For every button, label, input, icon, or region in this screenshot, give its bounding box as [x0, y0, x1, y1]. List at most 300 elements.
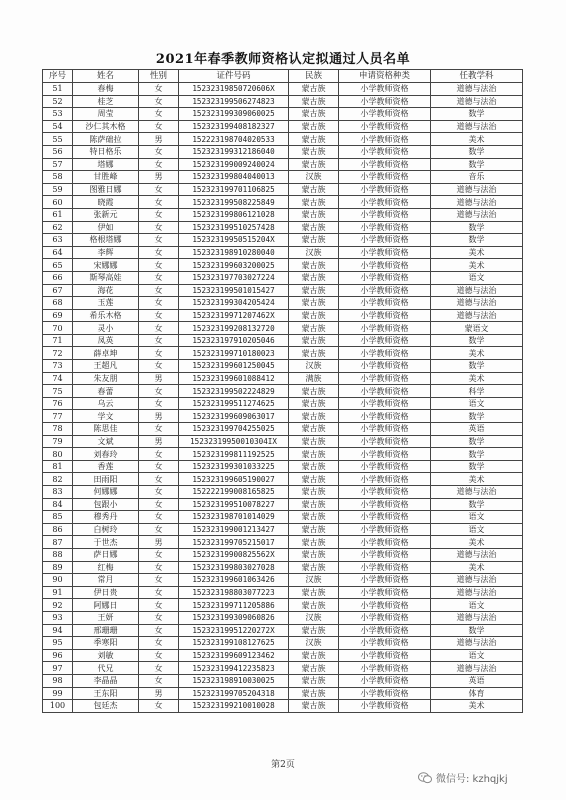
- cell-name: 灵小: [73, 322, 139, 335]
- header-subject: 任教学科: [431, 70, 523, 83]
- cell-gender: 女: [139, 120, 179, 133]
- table-row: [43, 561, 523, 574]
- cell-ethnicity: 蒙古族: [289, 700, 339, 713]
- header-id-number: 证件号码: [179, 70, 289, 83]
- cell-index: 65: [43, 259, 73, 272]
- table-row: [43, 486, 523, 499]
- cell-ethnicity: 蒙古族: [289, 145, 339, 158]
- cell-qualification: 小学教师资格: [339, 158, 431, 171]
- cell-name: 季寒阳: [73, 637, 139, 650]
- table-row: [43, 360, 523, 373]
- cell-gender: 男: [139, 435, 179, 448]
- cell-subject: 数学: [431, 108, 523, 121]
- page-number: 第2页: [271, 760, 295, 770]
- cell-qualification: 小学教师资格: [339, 385, 431, 398]
- cell-subject: 语文: [431, 397, 523, 410]
- cell-name: 香莲: [73, 460, 139, 473]
- cell-id-number: 152323199705215017: [179, 536, 289, 549]
- cell-gender: 女: [139, 586, 179, 599]
- cell-qualification: 小学教师资格: [339, 700, 431, 713]
- cell-gender: 男: [139, 536, 179, 549]
- cell-subject: 数学: [431, 448, 523, 461]
- cell-id-number: 152323197703027224: [179, 271, 289, 284]
- cell-index: 67: [43, 284, 73, 297]
- cell-name: 红梅: [73, 561, 139, 574]
- cell-subject: 蒙语文: [431, 322, 523, 335]
- cell-qualification: 小学教师资格: [339, 460, 431, 473]
- cell-ethnicity: 蒙古族: [289, 322, 339, 335]
- cell-subject: 美术: [431, 473, 523, 486]
- cell-ethnicity: 蒙古族: [289, 259, 339, 272]
- table-row: [43, 95, 523, 108]
- cell-gender: 女: [139, 611, 179, 624]
- cell-ethnicity: 蒙古族: [289, 473, 339, 486]
- cell-gender: 女: [139, 423, 179, 436]
- cell-gender: 女: [139, 662, 179, 675]
- cell-id-number: 15232319951220272X: [179, 624, 289, 637]
- table-row: [43, 158, 523, 171]
- cell-gender: 女: [139, 574, 179, 587]
- cell-qualification: 小学教师资格: [339, 687, 431, 700]
- cell-id-number: 152323197910205046: [179, 334, 289, 347]
- cell-name: 甘胜峰: [73, 171, 139, 184]
- cell-index: 66: [43, 271, 73, 284]
- cell-index: 87: [43, 536, 73, 549]
- cell-name: 于世杰: [73, 536, 139, 549]
- cell-id-number: 152323198803077223: [179, 586, 289, 599]
- cell-name: 包跟小: [73, 498, 139, 511]
- table-row: [43, 649, 523, 662]
- table-row: [43, 624, 523, 637]
- cell-gender: 女: [139, 360, 179, 373]
- table-row: [43, 221, 523, 234]
- cell-qualification: 小学教师资格: [339, 334, 431, 347]
- cell-qualification: 小学教师资格: [339, 183, 431, 196]
- cell-id-number: 15232319850720606X: [179, 83, 289, 96]
- cell-index: 98: [43, 674, 73, 687]
- cell-name: 海花: [73, 284, 139, 297]
- table-row: [43, 133, 523, 146]
- cell-index: 80: [43, 448, 73, 461]
- cell-id-number: 152323199009240024: [179, 158, 289, 171]
- cell-name: 陈萨础拉: [73, 133, 139, 146]
- cell-qualification: 小学教师资格: [339, 360, 431, 373]
- cell-ethnicity: 蒙古族: [289, 95, 339, 108]
- cell-id-number: 152323199804040013: [179, 171, 289, 184]
- cell-ethnicity: 蒙古族: [289, 271, 339, 284]
- cell-id-number: 152223198704020533: [179, 133, 289, 146]
- cell-ethnicity: 蒙古族: [289, 511, 339, 524]
- cell-id-number: 15232319971207462X: [179, 309, 289, 322]
- cell-index: 76: [43, 397, 73, 410]
- cell-ethnicity: 蒙古族: [289, 234, 339, 247]
- cell-name: 希乐木格: [73, 309, 139, 322]
- cell-name: 特日格乐: [73, 145, 139, 158]
- cell-gender: 男: [139, 133, 179, 146]
- cell-id-number: 152323199601088412: [179, 372, 289, 385]
- cell-gender: 女: [139, 271, 179, 284]
- cell-ethnicity: 蒙古族: [289, 196, 339, 209]
- cell-index: 95: [43, 637, 73, 650]
- table-row: [43, 145, 523, 158]
- cell-name: 桂芝: [73, 95, 139, 108]
- cell-id-number: 152323199711205886: [179, 599, 289, 612]
- cell-id-number: 152323199208132720: [179, 322, 289, 335]
- wechat-icon: [418, 772, 432, 784]
- table-row: [43, 322, 523, 335]
- cell-id-number: 152323199506274823: [179, 95, 289, 108]
- cell-ethnicity: 蒙古族: [289, 385, 339, 398]
- table-row: [43, 637, 523, 650]
- cell-gender: 女: [139, 498, 179, 511]
- cell-name: 文斌: [73, 435, 139, 448]
- cell-id-number: 152323199502224829: [179, 385, 289, 398]
- cell-qualification: 小学教师资格: [339, 108, 431, 121]
- cell-subject: 美术: [431, 372, 523, 385]
- table-row: [43, 385, 523, 398]
- cell-subject: 道德与法治: [431, 196, 523, 209]
- cell-subject: 美术: [431, 133, 523, 146]
- cell-subject: 道德与法治: [431, 208, 523, 221]
- cell-subject: 道德与法治: [431, 611, 523, 624]
- cell-qualification: 小学教师资格: [339, 410, 431, 423]
- cell-index: 93: [43, 611, 73, 624]
- cell-subject: 科学: [431, 385, 523, 398]
- cell-gender: 女: [139, 183, 179, 196]
- cell-qualification: 小学教师资格: [339, 347, 431, 360]
- table-row: [43, 700, 523, 713]
- cell-name: 春蕾: [73, 385, 139, 398]
- cell-index: 78: [43, 423, 73, 436]
- cell-name: 凤英: [73, 334, 139, 347]
- cell-id-number: 152323198910030025: [179, 674, 289, 687]
- cell-name: 包廷杰: [73, 700, 139, 713]
- cell-subject: 数学: [431, 360, 523, 373]
- cell-gender: 男: [139, 171, 179, 184]
- cell-gender: 女: [139, 561, 179, 574]
- cell-qualification: 小学教师资格: [339, 498, 431, 511]
- cell-subject: 语文: [431, 511, 523, 524]
- cell-gender: 女: [139, 486, 179, 499]
- cell-qualification: 小学教师资格: [339, 423, 431, 436]
- cell-name: 伊如: [73, 221, 139, 234]
- cell-index: 91: [43, 586, 73, 599]
- cell-index: 84: [43, 498, 73, 511]
- cell-index: 72: [43, 347, 73, 360]
- cell-qualification: 小学教师资格: [339, 511, 431, 524]
- cell-subject: 道德与法治: [431, 284, 523, 297]
- table-row: [43, 473, 523, 486]
- cell-gender: 女: [139, 108, 179, 121]
- table-row: [43, 448, 523, 461]
- cell-id-number: 152323199210010028: [179, 700, 289, 713]
- cell-qualification: 小学教师资格: [339, 145, 431, 158]
- cell-gender: 女: [139, 158, 179, 171]
- cell-id-number: 15232319900825562X: [179, 548, 289, 561]
- cell-name: 晓霞: [73, 196, 139, 209]
- cell-qualification: 小学教师资格: [339, 120, 431, 133]
- cell-index: 89: [43, 561, 73, 574]
- cell-index: 99: [43, 687, 73, 700]
- cell-qualification: 小学教师资格: [339, 397, 431, 410]
- cell-index: 73: [43, 360, 73, 373]
- cell-index: 60: [43, 196, 73, 209]
- cell-id-number: 152323199001213427: [179, 523, 289, 536]
- cell-index: 64: [43, 246, 73, 259]
- cell-subject: 英语: [431, 423, 523, 436]
- cell-qualification: 小学教师资格: [339, 611, 431, 624]
- cell-ethnicity: 蒙古族: [289, 599, 339, 612]
- cell-name: 常月: [73, 574, 139, 587]
- cell-subject: 音乐: [431, 171, 523, 184]
- cell-ethnicity: 蒙古族: [289, 498, 339, 511]
- table-row: [43, 423, 523, 436]
- cell-qualification: 小学教师资格: [339, 637, 431, 650]
- cell-qualification: 小学教师资格: [339, 297, 431, 310]
- cell-id-number: 152323199811192525: [179, 448, 289, 461]
- cell-index: 86: [43, 523, 73, 536]
- cell-ethnicity: 汉族: [289, 246, 339, 259]
- cell-gender: 女: [139, 196, 179, 209]
- cell-gender: 女: [139, 599, 179, 612]
- watermark-text: 微信号: kzhqjkj: [436, 774, 508, 785]
- cell-qualification: 小学教师资格: [339, 599, 431, 612]
- cell-subject: 数学: [431, 460, 523, 473]
- cell-index: 54: [43, 120, 73, 133]
- cell-index: 59: [43, 183, 73, 196]
- table-row: [43, 347, 523, 360]
- cell-gender: 男: [139, 372, 179, 385]
- cell-ethnicity: 蒙古族: [289, 108, 339, 121]
- cell-gender: 女: [139, 246, 179, 259]
- cell-ethnicity: 蒙古族: [289, 158, 339, 171]
- cell-name: 图雅日娜: [73, 183, 139, 196]
- cell-name: 李晶晶: [73, 674, 139, 687]
- cell-ethnicity: 汉族: [289, 637, 339, 650]
- table-row: [43, 196, 523, 209]
- table-row: [43, 586, 523, 599]
- cell-subject: 道德与法治: [431, 120, 523, 133]
- cell-index: 56: [43, 145, 73, 158]
- cell-index: 97: [43, 662, 73, 675]
- cell-name: 伊日贵: [73, 586, 139, 599]
- cell-id-number: 152323199710180023: [179, 347, 289, 360]
- table-row: [43, 120, 523, 133]
- cell-name: 田雨阳: [73, 473, 139, 486]
- cell-gender: 男: [139, 687, 179, 700]
- cell-ethnicity: 蒙古族: [289, 536, 339, 549]
- cell-name: 学文: [73, 410, 139, 423]
- cell-ethnicity: 蒙古族: [289, 297, 339, 310]
- cell-qualification: 小学教师资格: [339, 309, 431, 322]
- cell-ethnicity: 蒙古族: [289, 410, 339, 423]
- table-row: [43, 523, 523, 536]
- header-gender: 性别: [139, 70, 179, 83]
- table-row: [43, 171, 523, 184]
- cell-qualification: 小学教师资格: [339, 372, 431, 385]
- cell-name: 春梅: [73, 83, 139, 96]
- cell-name: 代兄: [73, 662, 139, 675]
- table-row: [43, 297, 523, 310]
- cell-subject: 美术: [431, 700, 523, 713]
- cell-gender: 女: [139, 297, 179, 310]
- cell-subject: 道德与法治: [431, 309, 523, 322]
- cell-subject: 数学: [431, 410, 523, 423]
- cell-id-number: 152323199108127625: [179, 637, 289, 650]
- cell-gender: 女: [139, 473, 179, 486]
- cell-subject: 道德与法治: [431, 297, 523, 310]
- cell-ethnicity: 蒙古族: [289, 649, 339, 662]
- cell-id-number: 152323199806121028: [179, 208, 289, 221]
- cell-index: 68: [43, 297, 73, 310]
- cell-qualification: 小学教师资格: [339, 486, 431, 499]
- table-row: [43, 259, 523, 272]
- cell-qualification: 小学教师资格: [339, 83, 431, 96]
- cell-id-number: 15232319950515204X: [179, 234, 289, 247]
- cell-index: 75: [43, 385, 73, 398]
- cell-qualification: 小学教师资格: [339, 234, 431, 247]
- cell-gender: 女: [139, 284, 179, 297]
- cell-ethnicity: 蒙古族: [289, 548, 339, 561]
- cell-name: 格根塔娜: [73, 234, 139, 247]
- cell-ethnicity: 满族: [289, 372, 339, 385]
- cell-subject: 美术: [431, 347, 523, 360]
- cell-index: 85: [43, 511, 73, 524]
- cell-name: 薛卓坤: [73, 347, 139, 360]
- cell-id-number: 152323199705204318: [179, 687, 289, 700]
- cell-qualification: 小学教师资格: [339, 561, 431, 574]
- cell-gender: 女: [139, 637, 179, 650]
- cell-qualification: 小学教师资格: [339, 259, 431, 272]
- table-row: [43, 460, 523, 473]
- cell-ethnicity: 蒙古族: [289, 183, 339, 196]
- cell-qualification: 小学教师资格: [339, 649, 431, 662]
- cell-id-number: 152323199605190027: [179, 473, 289, 486]
- cell-gender: 女: [139, 309, 179, 322]
- cell-index: 70: [43, 322, 73, 335]
- cell-qualification: 小学教师资格: [339, 662, 431, 675]
- cell-index: 82: [43, 473, 73, 486]
- cell-ethnicity: 蒙古族: [289, 309, 339, 322]
- table-row: [43, 410, 523, 423]
- cell-index: 71: [43, 334, 73, 347]
- cell-qualification: 小学教师资格: [339, 171, 431, 184]
- cell-id-number: 152323199301033225: [179, 460, 289, 473]
- cell-gender: 女: [139, 397, 179, 410]
- cell-subject: 数学: [431, 624, 523, 637]
- cell-subject: 数学: [431, 498, 523, 511]
- cell-ethnicity: 蒙古族: [289, 208, 339, 221]
- table-row: [43, 687, 523, 700]
- cell-subject: 道德与法治: [431, 95, 523, 108]
- table-row: [43, 234, 523, 247]
- cell-gender: 女: [139, 511, 179, 524]
- cell-index: 52: [43, 95, 73, 108]
- cell-subject: 语文: [431, 523, 523, 536]
- cell-gender: 女: [139, 259, 179, 272]
- cell-ethnicity: 蒙古族: [289, 397, 339, 410]
- cell-id-number: 152323199609123462: [179, 649, 289, 662]
- header-qualification: 申请资格种类: [339, 70, 431, 83]
- header-name: 姓名: [73, 70, 139, 83]
- cell-gender: 女: [139, 83, 179, 96]
- table-row: [43, 309, 523, 322]
- cell-qualification: 小学教师资格: [339, 674, 431, 687]
- cell-ethnicity: 蒙古族: [289, 624, 339, 637]
- cell-id-number: 152323198910280040: [179, 246, 289, 259]
- table-row: [43, 397, 523, 410]
- cell-gender: 男: [139, 410, 179, 423]
- cell-gender: 女: [139, 649, 179, 662]
- cell-qualification: 小学教师资格: [339, 448, 431, 461]
- cell-ethnicity: 蒙古族: [289, 448, 339, 461]
- cell-gender: 女: [139, 674, 179, 687]
- cell-id-number: 152323199603200025: [179, 259, 289, 272]
- cell-gender: 女: [139, 385, 179, 398]
- cell-id-number: 152323199304205424: [179, 297, 289, 310]
- cell-ethnicity: 蒙古族: [289, 687, 339, 700]
- cell-id-number: 152323199412235823: [179, 662, 289, 675]
- table-row: [43, 334, 523, 347]
- cell-ethnicity: 蒙古族: [289, 460, 339, 473]
- cell-ethnicity: 蒙古族: [289, 133, 339, 146]
- cell-subject: 道德与法治: [431, 83, 523, 96]
- cell-ethnicity: 蒙古族: [289, 83, 339, 96]
- cell-name: 李辉: [73, 246, 139, 259]
- cell-gender: 女: [139, 221, 179, 234]
- cell-gender: 女: [139, 234, 179, 247]
- cell-id-number: 15232319950010304IX: [179, 435, 289, 448]
- cell-id-number: 152323199803027028: [179, 561, 289, 574]
- cell-subject: 数学: [431, 221, 523, 234]
- table-row: [43, 372, 523, 385]
- cell-qualification: 小学教师资格: [339, 523, 431, 536]
- cell-id-number: 152323199312186040: [179, 145, 289, 158]
- table-row: [43, 108, 523, 121]
- cell-subject: 美术: [431, 561, 523, 574]
- cell-index: 81: [43, 460, 73, 473]
- cell-subject: 道德与法治: [431, 574, 523, 587]
- cell-qualification: 小学教师资格: [339, 624, 431, 637]
- cell-subject: 体育: [431, 687, 523, 700]
- cell-subject: 道德与法治: [431, 586, 523, 599]
- cell-subject: 语文: [431, 599, 523, 612]
- header-index: 序号: [43, 70, 73, 83]
- cell-id-number: 152323199511274625: [179, 397, 289, 410]
- cell-subject: 美术: [431, 246, 523, 259]
- table-row: [43, 183, 523, 196]
- cell-index: 55: [43, 133, 73, 146]
- cell-subject: 道德与法治: [431, 637, 523, 650]
- table-row: [43, 284, 523, 297]
- cell-subject: 美术: [431, 259, 523, 272]
- cell-index: 62: [43, 221, 73, 234]
- cell-gender: 女: [139, 448, 179, 461]
- cell-name: 陈思佳: [73, 423, 139, 436]
- cell-qualification: 小学教师资格: [339, 221, 431, 234]
- cell-index: 53: [43, 108, 73, 121]
- cell-name: 塔娜: [73, 158, 139, 171]
- cell-name: 刘敏: [73, 649, 139, 662]
- cell-gender: 女: [139, 334, 179, 347]
- cell-id-number: 152323199309060025: [179, 108, 289, 121]
- cell-gender: 女: [139, 624, 179, 637]
- cell-index: 90: [43, 574, 73, 587]
- cell-id-number: 152323199510078227: [179, 498, 289, 511]
- cell-subject: 道德与法治: [431, 183, 523, 196]
- cell-gender: 女: [139, 347, 179, 360]
- cell-name: 沙仁其木格: [73, 120, 139, 133]
